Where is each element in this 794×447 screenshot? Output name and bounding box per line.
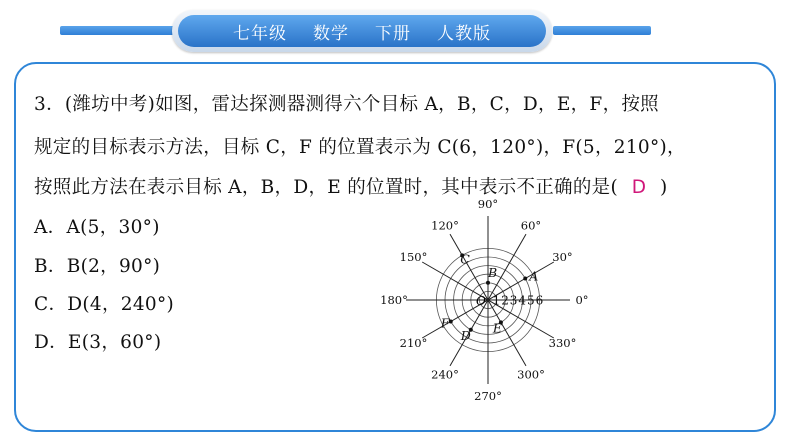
question-line-2: 规定的目标表示方法，目标 C，F 的位置表示为 C(6，120°)，F(5，210°)， (34, 137, 686, 158)
option-c: C．D(4，240°) (34, 294, 175, 315)
radar-angle-label: 300° (517, 367, 545, 382)
radar-figure (374, 197, 594, 403)
radar-point-label: A (529, 268, 539, 284)
radar-scale-label: 4 (518, 293, 527, 308)
question-line-3 (34, 173, 668, 199)
radar-angle-label: 60° (520, 218, 542, 233)
radar-angle-label: 150° (399, 250, 428, 264)
radar-angle-label: 330° (548, 336, 577, 350)
header-subject: 数学 (313, 23, 349, 44)
question-line-1: 3．(潍坊中考)如图，雷达探测器测得六个目标 A，B，C，D，E，F，按照 (34, 94, 659, 115)
header-volume: 下册 (375, 23, 411, 44)
radar-scale-label: 5 (527, 293, 535, 308)
radar-point-label: B (488, 264, 498, 280)
radar-point-label: D (460, 327, 471, 343)
radar-point-label: F (440, 315, 450, 331)
radar-point (523, 277, 527, 281)
radar-scale (493, 294, 544, 308)
radar-origin-label: O (476, 294, 486, 308)
question-line-3-close: ) (659, 177, 668, 198)
radar-angle-label: 120° (431, 218, 459, 233)
radar-angle-label: 90° (477, 197, 499, 211)
header-bar-left (60, 26, 180, 35)
option-a: A．A(5，30°) (34, 217, 160, 238)
radar-scale-label: 6 (535, 293, 544, 308)
radar-scale-label: 1 (492, 293, 501, 308)
radar-angle-label: 180° (380, 293, 408, 307)
radar-angle-label: 0° (575, 293, 589, 307)
radar-rays (406, 216, 573, 384)
radar-point-label: C (460, 251, 470, 267)
question-line-3-text: 按照此方法在表示目标 A，B，D，E 的位置时，其中表示不正确的是( (34, 177, 618, 198)
radar-angle-label: 30° (552, 250, 573, 264)
radar-angle-label: 210° (399, 336, 428, 350)
radar-angle-label: 270° (474, 389, 502, 403)
option-d: D．E(3，60°) (34, 332, 162, 353)
header-grade: 七年级 (233, 23, 287, 44)
radar-scale-label: 3 (509, 293, 518, 308)
radar-scale-label: 2 (501, 293, 509, 308)
header-edition: 人教版 (437, 23, 491, 44)
radar-point-label: E (492, 320, 503, 336)
header-banner (178, 15, 546, 47)
answer-value: D (631, 177, 647, 198)
option-b: B．B(2，90°) (34, 256, 161, 277)
radar-point (486, 281, 490, 285)
radar-angle-label: 240° (431, 367, 459, 382)
header-bar-right (553, 26, 651, 35)
